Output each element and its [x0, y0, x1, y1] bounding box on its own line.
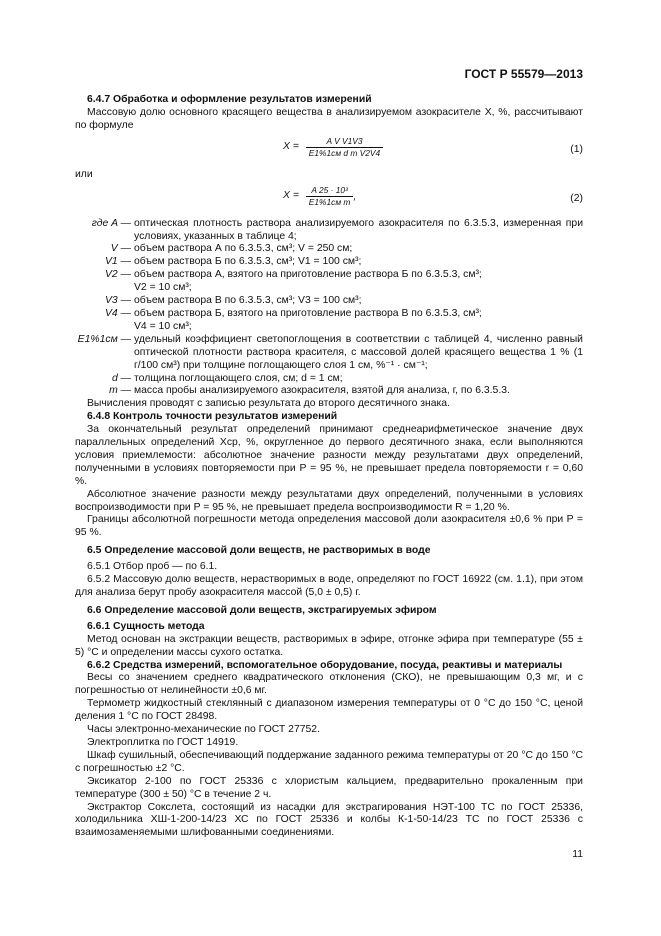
equipment-item: Термометр жидкостный стеклянный с диапазоном измерения температуры от 0 °С до 150 °С, ценой деления 1 °С по ГОСТ 28498. [75, 698, 583, 723]
formula-2-tail: , [353, 190, 357, 202]
formula-1 [75, 136, 583, 164]
definition-row: m — масса пробы анализируемого азокрасителя, взятой для анализа, г, по 6.3.5.3. [109, 385, 510, 397]
definition-row: V2 = 10 см³; [134, 282, 192, 294]
section-6-6-title: 6.6 Определение массовой доли веществ, экстрагируемых эфиром [87, 604, 437, 616]
or-text: или [75, 168, 93, 180]
definition-row: V4 = 10 см³; [134, 320, 192, 332]
formula-1-number: (1) [570, 143, 583, 155]
standard-header: ГОСТ Р 55579—2013 [464, 67, 583, 81]
section-6-5-2: 6.5.2 Массовую долю веществ, нерастворимых в воде, определяют по ГОСТ 16922 (см. 1.1), при этом для анализа берут пробу азокрасителя массой (5,0 ± 0,5) г. [75, 574, 583, 598]
equipment-item: Часы электронно-механические по ГОСТ 27752. [87, 724, 320, 736]
definition-row: V2 — объем раствора А, взятого на приготовление раствора Б по 6.3.5.3, см³; [105, 269, 482, 281]
equipment-item: Экстрактор Сокслета, состоящий из насадки для экстрагирования НЭТ-100 ТС по ГОСТ 25336, холодильника ХШ-1-200-14/23 ХС по ГОСТ 25336 и колбы К-1-50-14/23 ТС по ГОСТ 25336 с взаимозаменяемыми шлифованными соединениями. [75, 801, 583, 839]
section-6-5-title: 6.5 Определение массовой доли веществ, не растворимых в воде [87, 545, 431, 557]
formula-1-fraction [306, 136, 383, 159]
section-6-4-8-p3: Границы абсолютной погрешности метода определения массовой доли азокрасителя ±0,6 % при P = 95 %. [75, 514, 583, 539]
definition-row: где A — оптическая плотность раствора анализируемого азокрасителя по 6.3.5.3, измеренная при условиях, указанных в таблице 4; [91, 217, 583, 242]
definition-row: d — толщина поглощающего слоя, см; d = 1 см; [111, 372, 343, 384]
section-6-4-8-p1: За окончательный результат определений принимают среднеарифметическое значение двух параллельных определений Xср, %, округленное до первого десятичного знака, если выполняются условия приемлемости: абсолютное значение разности между результатами двух определений, полученными в условиях повторяемости при P = 95 %, не превышает предела повторяемости r = 0,60 %. [75, 424, 583, 487]
formula-2-number: (2) [570, 192, 583, 204]
section-6-4-7-intro: Массовую долю основного красящего вещества в анализируемом азокрасителе X, %, рассчитывают по формуле [75, 106, 583, 131]
formula-2-fraction [306, 184, 357, 208]
definition-row: V — объем раствора А по 6.3.5.3, см³; V = 250 см; [110, 243, 353, 255]
section-6-4-8-title: 6.4.8 Контроль точности результатов измерений [87, 411, 338, 423]
formula-1-lhs: X = [283, 140, 299, 152]
document-body [75, 94, 583, 840]
section-6-4-8-p2: Абсолютное значение разности между результатами двух определений, полученными в условиях воспроизводимости при P = 95 %, не превышает предела воспроизводимости R = 1,20 %. [75, 488, 583, 513]
equipment-item: Электроплитка по ГОСТ 14919. [87, 736, 239, 748]
formula-2 [75, 185, 583, 213]
definition-row: V1 — объем раствора Б по 6.3.5.3, см³; V1 = 100 см³; [105, 256, 362, 268]
definition-row: V3 — объем раствора В по 6.3.5.3, см³; V3 = 100 см³; [105, 295, 362, 307]
definition-row: V4 — объем раствора Б, взятого на приготовление раствора В по 6.3.5.3, см³; [105, 307, 482, 319]
formula-1-denominator: E1%1см d m V2V4 [308, 147, 381, 158]
formula-1-numerator: A V V1V3 [306, 136, 383, 148]
section-6-4-7-title: 6.4.7 Обработка и оформление результатов измерений [87, 94, 372, 105]
variable-definitions [75, 218, 583, 399]
equipment-item: Шкаф сушильный, обеспечивающий поддержание заданного режима температуры от 20 °С до 150 °С с погрешностью ±2 °С. [75, 749, 583, 774]
definition-row: E1%1см — удельный коэффициент светопоглощения в соответствии с таблицей 4, численно равный оптической плотности раствора красителя, с массовой долей красящего вещества 1 % (1 г/100 см³) при толщине поглощающего слоя 1 см, %⁻¹ · см⁻¹; [77, 333, 583, 371]
formula-2-lhs: X = [283, 189, 299, 201]
formula-2-numerator: A 25 · 10³ [306, 185, 354, 197]
formula-2-denominator: E1%1см m [308, 196, 351, 207]
equipment-item: Эксикатор 2-100 по ГОСТ 25336 с хлористым кальцием, предварительно прокаленным при температуре (300 ± 50) °С в течение 2 ч. [75, 775, 583, 800]
page-number: 11 [572, 849, 583, 860]
section-6-6-2-title: 6.6.2 Средства измерений, вспомогательное оборудование, посуда, реактивы и материалы [87, 659, 563, 671]
section-6-5-1: 6.5.1 Отбор проб — по 6.1. [87, 561, 218, 573]
equipment-item: Весы со значением среднего квадратического отклонения (СКО), не превышающим 0,3 мг, и с погрешностью от нелинейности ±0,6 мг. [75, 672, 583, 697]
calculation-note: Вычисления проводят с записью результата до второго десятичного знака. [87, 398, 450, 410]
section-6-6-1-text: Метод основан на экстракции веществ, растворимых в эфире, отгонке эфира при температуре (55 ± 5) °С и определении массы сухого остатка. [75, 633, 583, 658]
section-6-6-1-title: 6.6.1 Сущность метода [87, 620, 205, 632]
